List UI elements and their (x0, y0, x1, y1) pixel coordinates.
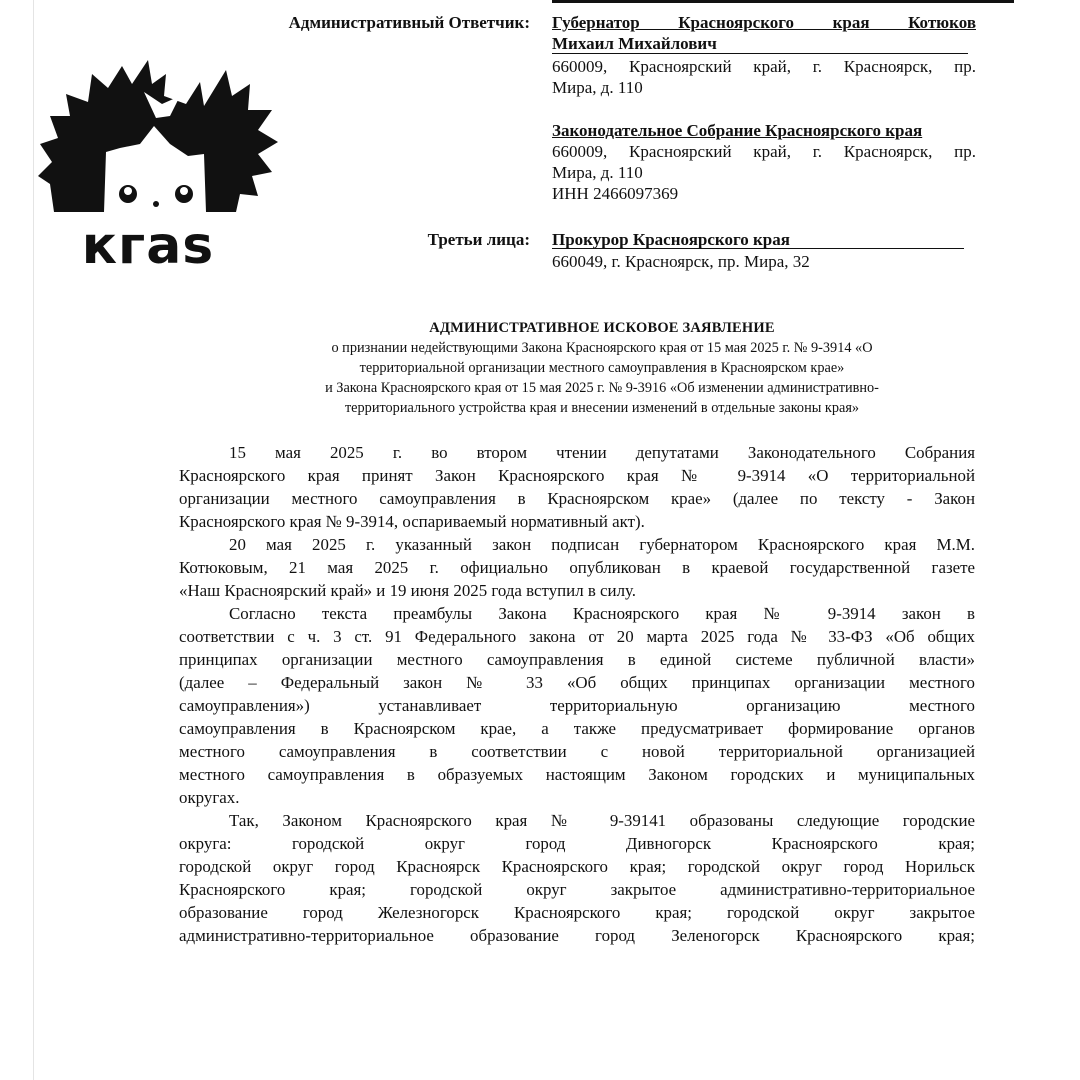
page-edge (33, 0, 34, 1080)
respondent-1-name-line2: Михаил Михайлович (552, 34, 717, 53)
respondent-1-address-line2: Мира, д. 110 (552, 78, 643, 97)
respondent-1-name-line1: Губернатор Красноярского края Котюков (552, 13, 976, 32)
text-line: 15 мая 2025 г. во втором чтении депутатами Законодательного Собрания (229, 443, 975, 462)
title-line-1: о признании недействующими Закона Красноярского края от 15 мая 2025 г. № 9-3914 «О (331, 340, 873, 356)
paragraph-4 (179, 809, 975, 947)
title-line-3: и Закона Красноярского края от 15 мая 2025 г. № 9-3916 «Об изменении административно- (325, 380, 879, 396)
logo-text: кгаs (81, 216, 215, 276)
respondent-1-name-line2-row (552, 33, 968, 54)
text-line: образование город Железногорск Красноярского края; городской округ закрытое (179, 903, 975, 922)
respondent-2-name: Законодательное Собрание Красноярского края (552, 121, 923, 140)
text-line: организации местного самоуправления в Красноярском крае» (далее по тексту - Закон (179, 489, 975, 508)
text-line: Так, Законом Красноярского края № 9-39141 образованы следующие городские (229, 811, 975, 830)
paragraph-1 (179, 441, 975, 533)
text-line: местного самоуправления в образуемых настоящим Законом городских и муниципальных (179, 765, 975, 784)
text-line: Котюковым, 21 мая 2025 г. официально опубликован в краевой государственной газете (179, 558, 975, 577)
text-line: городской округ город Красноярск Красноярского края; городской округ город Норильск (179, 857, 975, 876)
title-line-2: территориальной организации местного самоуправления в Красноярском крае» (359, 360, 845, 376)
text-line: административно-территориальное образование город Зеленогорск Красноярского края; (179, 926, 975, 945)
mascot-m-icon (36, 44, 281, 219)
text-line: соответствии с ч. 3 ст. 91 Федерального закона от 20 марта 2025 года № 33-ФЗ «Об общих (179, 627, 975, 646)
text-line: «Наш Красноярский край» и 19 июня 2025 года вступил в силу. (179, 581, 637, 600)
respondent-1 (552, 12, 976, 98)
title-main: АДМИНИСТРАТИВНОЕ ИСКОВОЕ ЗАЯВЛЕНИЕ (429, 320, 775, 336)
text-line: Согласно текста преамбулы Закона Красноярского края № 9-3914 закон в (229, 604, 975, 623)
text-line: Красноярского края принят Закон Красноярского края № 9-3914 «О территориальной (179, 466, 975, 485)
third-party-name: Прокурор Красноярского края (552, 230, 790, 249)
text-line: округах. (179, 788, 240, 807)
respondent-2-inn: ИНН 2466097369 (552, 184, 679, 203)
document-title (262, 318, 942, 418)
text-line: самоуправления в Красноярском крае, а также предусматривает формирование органов (179, 719, 975, 738)
document-body (179, 441, 975, 947)
text-line: Красноярского края; городской округ закрытое административно-территориальное (179, 880, 975, 899)
text-line: Красноярского края № 9-3914, оспариваемый нормативный акт). (179, 512, 645, 531)
third-party (552, 229, 976, 272)
top-rule (552, 0, 1014, 3)
text-line: округа: городской округ город Дивногорск Красноярского края; (179, 834, 975, 853)
respondent-2-address-line2: Мира, д. 110 (552, 163, 643, 182)
third-party-name-row (552, 229, 964, 249)
respondent-label: Административный Ответчик: (288, 13, 530, 32)
third-party-address: 660049, г. Красноярск, пр. Мира, 32 (552, 252, 810, 271)
text-line: местного самоуправления в соответствии с новой территориальной организацией (179, 742, 975, 761)
respondent-2 (552, 120, 976, 204)
text-line: принципах организации местного самоуправления в единой системе публичной власти» (179, 650, 975, 669)
text-line: 20 мая 2025 г. указанный закон подписан губернатором Красноярского края М.М. (229, 535, 975, 554)
paragraph-3 (179, 602, 975, 809)
text-line: самоуправления») устанавливает территориальную организацию местного (179, 696, 975, 715)
paragraph-2 (179, 533, 975, 602)
title-line-4: территориального устройства края и внесении изменений в отдельные законы края» (344, 400, 860, 416)
text-line: (далее – Федеральный закон № 33 «Об общих принципах организации местного (179, 673, 975, 692)
respondent-1-address-line1: 660009, Красноярский край, г. Красноярск, пр. (552, 57, 976, 76)
third-parties-label: Третьи лица: (427, 230, 530, 249)
respondent-2-address-line1: 660009, Красноярский край, г. Красноярск, пр. (552, 142, 976, 161)
